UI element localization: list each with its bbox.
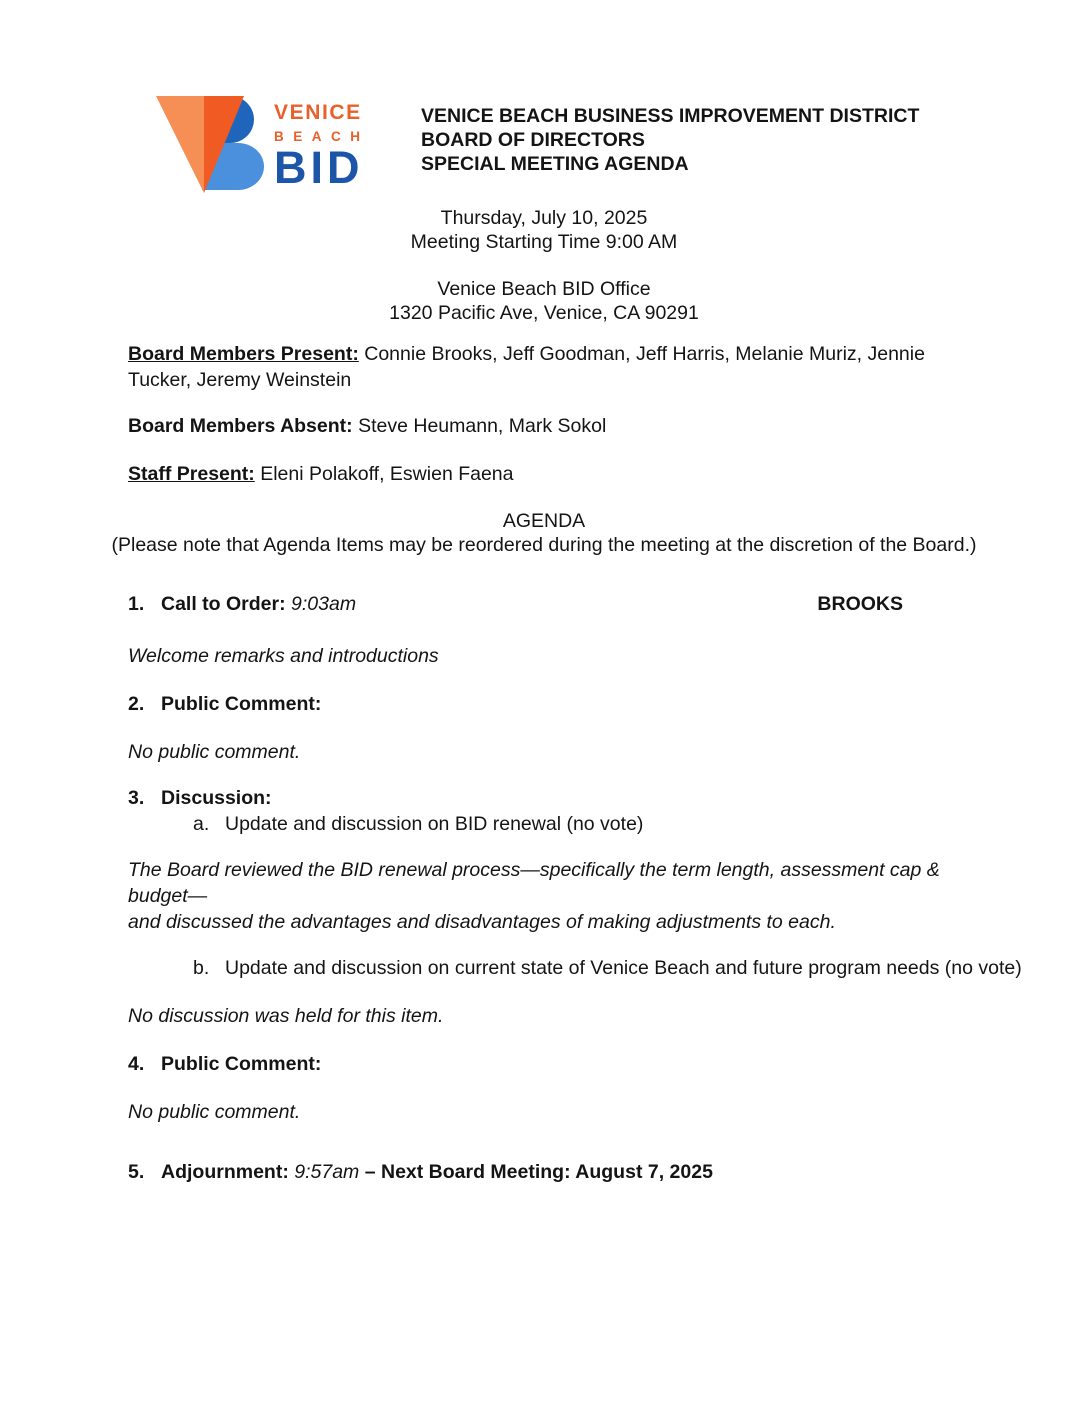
board-members-present-names: Connie Brooks, Jeff Goodman, Jeff Harris, Melanie Muriz, Jennie Tucker, Jeremy Weinstein (128, 343, 925, 391)
agenda-item-3-heading (128, 785, 960, 811)
agenda-item-2-label: Public Comment: (161, 693, 322, 715)
agenda-item-1-number: 1. (128, 593, 145, 615)
agenda-item-3 (128, 785, 960, 837)
venice-beach-bid-logo (156, 93, 378, 195)
agenda-heading-block (0, 509, 1088, 557)
meeting-type-title: SPECIAL MEETING AGENDA (421, 153, 689, 175)
agenda-item-3a-remark (128, 857, 960, 935)
org-board-title: BOARD OF DIRECTORS (421, 129, 645, 151)
agenda-item-3b-remark: No discussion was held for this item. (128, 1005, 444, 1027)
board-members-absent-label: Board Members Absent: (128, 415, 353, 437)
agenda-item-1 (128, 591, 960, 617)
meeting-date: Thursday, July 10, 2025 (440, 207, 648, 229)
logo-wordmark (274, 93, 378, 195)
agenda-item-5-time: 9:57am (294, 1161, 360, 1183)
org-name: VENICE BEACH BUSINESS IMPROVEMENT DISTRICT (421, 105, 920, 127)
agenda-item-3b (128, 955, 1022, 981)
agenda-item-1-time: 9:03am (291, 593, 357, 615)
staff-present-names: Eleni Polakoff, Eswien Faena (260, 463, 514, 485)
logo-text-bid: BID (274, 142, 364, 193)
agenda-reorder-note: (Please note that Agenda Items may be reordered during the meeting at the discretion of the Board.) (111, 534, 977, 556)
agenda-item-4-remark: No public comment. (128, 1101, 301, 1123)
agenda-item-3a-remark-line-2: and discussed the advantages and disadvantages of making adjustments to each. (128, 911, 836, 933)
agenda-item-5-number: 5. (128, 1161, 145, 1183)
agenda-item-5-next-meeting: – Next Board Meeting: August 7, 2025 (364, 1161, 713, 1183)
staff-present-label: Staff Present: (128, 463, 255, 485)
board-members-absent (128, 413, 960, 439)
agenda-item-1-label: Call to Order: (161, 593, 286, 615)
meeting-datetime-block (0, 206, 1088, 254)
board-members-present (128, 341, 960, 393)
meeting-venue-block (0, 277, 1088, 325)
agenda-item-1-presenter: BROOKS (817, 593, 903, 615)
meeting-start-time: Meeting Starting Time 9:00 AM (410, 231, 678, 253)
agenda-item-3-label: Discussion: (161, 787, 272, 809)
board-members-absent-names: Steve Heumann, Mark Sokol (358, 415, 607, 437)
agenda-item-1-remark: Welcome remarks and introductions (128, 645, 439, 667)
agenda-item-3a-letter: a. (193, 813, 210, 835)
agenda-item-5-label: Adjournment: (161, 1161, 289, 1183)
agenda-item-4-number: 4. (128, 1053, 145, 1075)
agenda-item-3a-text: Update and discussion on BID renewal (no vote) (225, 813, 644, 835)
agenda-title: AGENDA (502, 510, 586, 532)
document-header-row (156, 93, 1088, 195)
logo-v-left-shape (156, 96, 204, 193)
staff-present (128, 461, 960, 487)
agenda-item-3b-letter: b. (193, 957, 210, 979)
agenda-item-2-remark: No public comment. (128, 741, 301, 763)
agenda-item-3-number: 3. (128, 787, 145, 809)
agenda-item-3a (128, 811, 960, 837)
logo-text-beach: BEACH (274, 129, 370, 144)
agenda-item-2 (128, 691, 960, 717)
agenda-item-4 (128, 1051, 960, 1077)
agenda-item-3a-remark-line-1: The Board reviewed the BID renewal process—specifically the term length, assessment cap & budget— (128, 859, 940, 907)
org-header (421, 93, 919, 195)
agenda-item-2-number: 2. (128, 693, 145, 715)
meeting-venue: Venice Beach BID Office (437, 278, 651, 300)
logo-text-venice: VENICE (274, 101, 362, 124)
meeting-address: 1320 Pacific Ave, Venice, CA 90291 (389, 302, 699, 324)
agenda-item-5 (128, 1159, 960, 1185)
agenda-item-3b-text: Update and discussion on current state of Venice Beach and future program needs (no vote) (225, 957, 1022, 979)
agenda-item-4-label: Public Comment: (161, 1053, 322, 1075)
board-members-present-label: Board Members Present: (128, 343, 359, 365)
venice-beach-bid-logo-icon (156, 93, 268, 195)
